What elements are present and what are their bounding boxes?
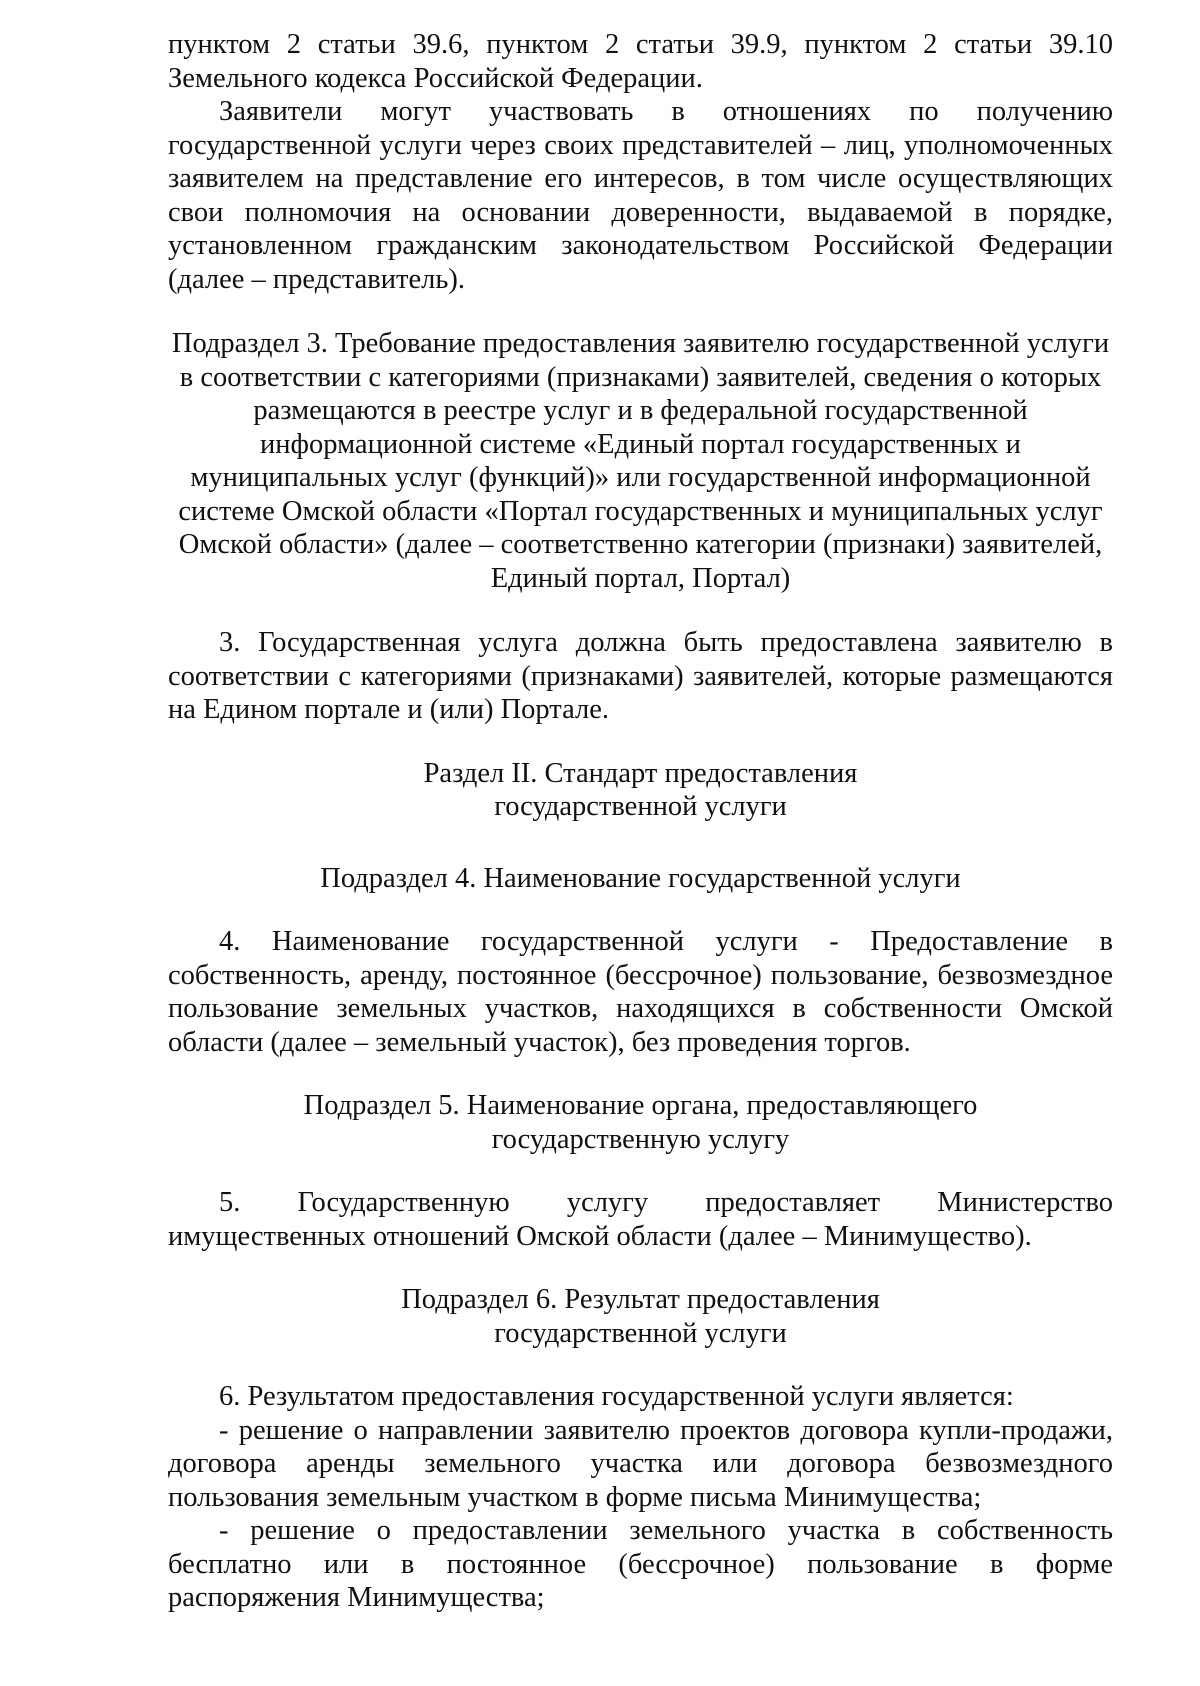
heading-line: Раздел II. Стандарт предоставления bbox=[423, 757, 858, 789]
paragraph-6: 6. Результатом предоставления государственной услуги является: bbox=[219, 1381, 1014, 1412]
heading-line: государственную услугу bbox=[491, 1123, 790, 1155]
heading-line: Единый портал, Портал) bbox=[490, 562, 791, 594]
heading-line: государственной услуги bbox=[494, 1317, 787, 1349]
paragraph-6-item-1: - решение о направлении заявителю проектов договора купли-продажи, договора аренды земельного участка или договора безвозмездного пользования земельным участком в форме письма Минимущества; bbox=[168, 1414, 1113, 1513]
paragraph-6-item-2: - решение о предоставлении земельного участка в собственность бесплатно или в постоянное (бессрочное) пользование в форме распоряжения Минимущества; bbox=[168, 1515, 1113, 1613]
heading-line: Подраздел 6. Результат предоставления bbox=[401, 1284, 880, 1315]
heading-line: размещаются в реестре услуг и в федеральной государственной bbox=[253, 395, 1028, 426]
heading-line: Подраздел 4. Наименование государственной услуги bbox=[320, 862, 961, 894]
heading-line: Подраздел 5. Наименование органа, предоставляющего bbox=[303, 1090, 978, 1121]
heading-line: системе Омской области «Портал государственных и муниципальных услуг bbox=[178, 495, 1103, 527]
heading-line: Омской области» (далее – соответственно категории (признаки) заявителей, bbox=[178, 529, 1103, 560]
heading-line: Подраздел 3. Требование предоставления заявителю государственной услуги bbox=[171, 328, 1110, 359]
paragraph-representatives: Заявители могут участвовать в отношениях по получению государственной услуги через своих представителей – лиц, уполномоченных заявителем на представление его интересов, в том числе осуществляющих свои полномочия на основании доверенности, выдаваемой в порядке, установленном гражданским законодательством Российской Федерации (далее – представитель). bbox=[168, 96, 1113, 295]
subsection-3-heading bbox=[168, 327, 1113, 595]
heading-line: в соответствии с категориями (признаками) заявителей, сведения о которых bbox=[179, 361, 1102, 393]
paragraph-3: 3. Государственная услуга должна быть предоставлена заявителю в соответствии с категориями (признаками) заявителей, которые размещаются на Едином портале и (или) Портале. bbox=[168, 627, 1113, 725]
subsection-6-heading bbox=[168, 1283, 1113, 1350]
heading-line: государственной услуги bbox=[494, 791, 787, 822]
subsection-5-heading bbox=[168, 1089, 1113, 1156]
heading-line: муниципальных услуг (функций)» или государственной информационной bbox=[190, 462, 1091, 493]
paragraph-4: 4. Наименование государственной услуги - Предоставление в собственность, аренду, постоянное (бессрочное) пользование, безвозмездное пользование земельных участков, находящихся в собственности Омской области (далее – земельный участок), без проведения торгов. bbox=[168, 926, 1113, 1058]
paragraph-intro: пунктом 2 статьи 39.6, пунктом 2 статьи 39.9, пунктом 2 статьи 39.10 Земельного кодекса Российской Федерации. bbox=[168, 29, 1113, 94]
section-2-heading bbox=[168, 757, 1113, 824]
document-page bbox=[168, 28, 1113, 1615]
heading-line: информационной системе «Единый портал государственных и bbox=[260, 428, 1021, 460]
paragraph-5: 5. Государственную услугу предоставляет Министерство имущественных отношений Омской области (далее – Минимущество). bbox=[168, 1187, 1113, 1252]
subsection-4-heading bbox=[168, 862, 1113, 896]
